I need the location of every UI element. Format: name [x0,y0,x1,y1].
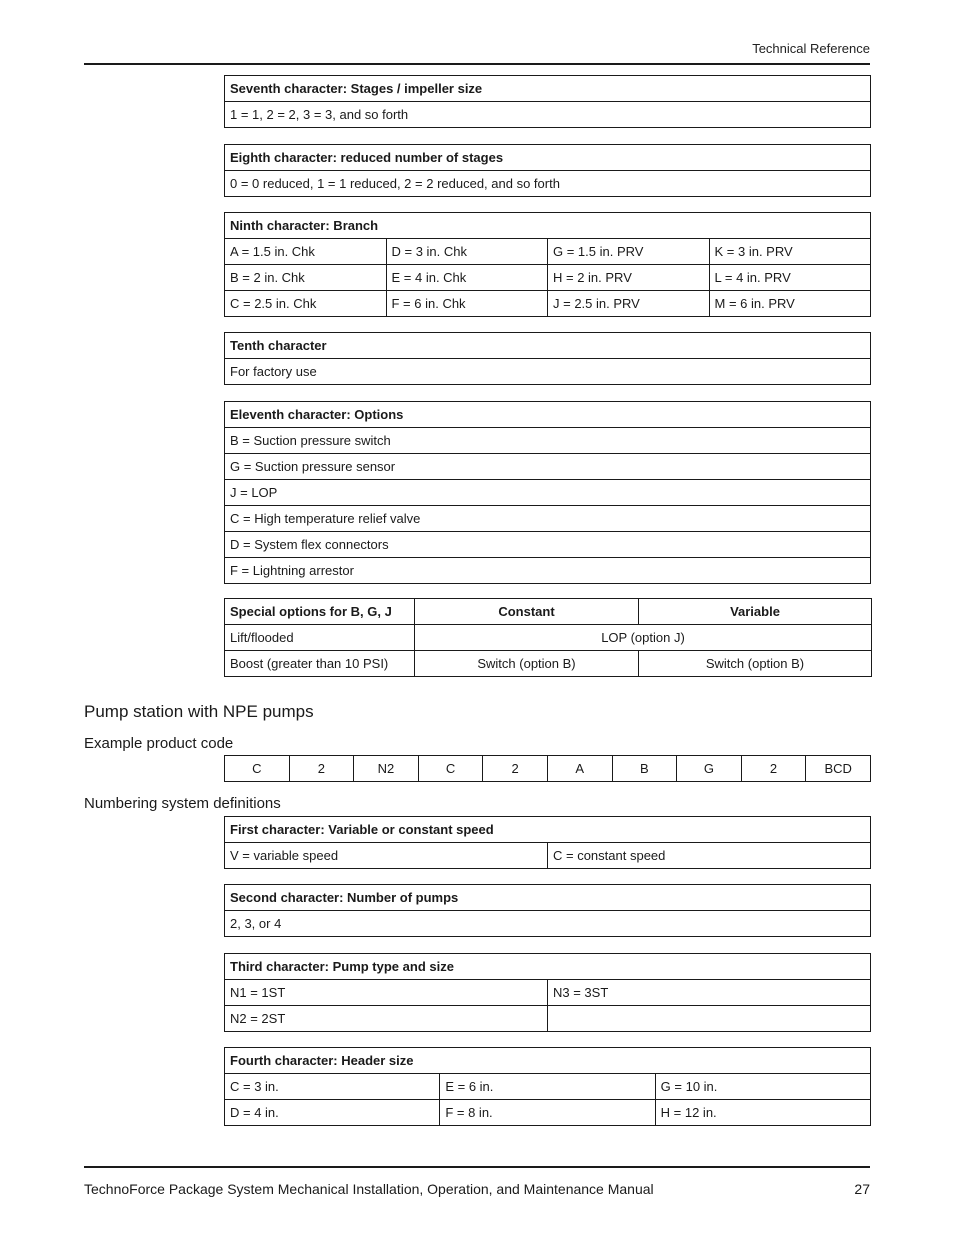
table-title: First character: Variable or constant speed [225,817,871,843]
running-header: Technical Reference [752,41,870,56]
table-cell: N1 = 1ST [225,980,548,1006]
table-title: Third character: Pump type and size [225,954,871,980]
table-seventh-character [224,75,871,128]
table-cell: N3 = 3ST [548,980,871,1006]
table-row [225,843,871,869]
table-cell: F = Lightning arrestor [225,558,871,584]
table-cell: J = 2.5 in. PRV [548,291,710,317]
table-header: Variable [639,599,872,625]
table-special-options [224,598,872,677]
code-cell: 2 [741,756,806,782]
table-row [225,980,871,1006]
table-header: Constant [415,599,639,625]
table-cell: N2 = 2ST [225,1006,548,1032]
code-cell: G [677,756,742,782]
table-third-character [224,953,871,1032]
table-cell: D = System flex connectors [225,532,871,558]
table-cell: D = 4 in. [225,1100,440,1126]
table-first-character [224,816,871,869]
table-cell: C = constant speed [548,843,871,869]
table-row [225,291,871,317]
table-example-code [224,755,871,782]
table-cell: L = 4 in. PRV [709,265,871,291]
table-cell: M = 6 in. PRV [709,291,871,317]
table-eighth-character [224,144,871,197]
table-ninth-character [224,212,871,317]
table-cell: A = 1.5 in. Chk [225,239,387,265]
table-cell: G = 10 in. [655,1074,870,1100]
table-cell [548,1006,871,1032]
table-cell: LOP (option J) [415,625,872,651]
table-fourth-character [224,1047,871,1126]
table-eleventh-character [224,401,871,584]
table-title: Fourth character: Header size [225,1048,871,1074]
table-row [225,756,871,782]
table-cell: J = LOP [225,480,871,506]
code-cell: 2 [289,756,354,782]
table-cell: Switch (option B) [639,651,872,677]
table-cell: C = 2.5 in. Chk [225,291,387,317]
table-cell: V = variable speed [225,843,548,869]
table-header: Special options for B, G, J [225,599,415,625]
table-cell: F = 8 in. [440,1100,655,1126]
table-row [225,625,872,651]
table-cell: C = High temperature relief valve [225,506,871,532]
header-rule [84,63,870,65]
table-second-character [224,884,871,937]
section-title: Pump station with NPE pumps [84,702,314,721]
table-cell: C = 3 in. [225,1074,440,1100]
footer-manual-title: TechnoForce Package System Mechanical Installation, Operation, and Maintenance Manual [84,1181,654,1197]
table-cell: For factory use [225,359,871,385]
table-row [225,265,871,291]
table-cell: Lift/flooded [225,625,415,651]
table-cell: K = 3 in. PRV [709,239,871,265]
table-title: Tenth character [225,333,871,359]
table-row [225,239,871,265]
footer-rule [84,1166,870,1168]
code-cell: C [418,756,483,782]
table-tenth-character [224,332,871,385]
table-cell: 0 = 0 reduced, 1 = 1 reduced, 2 = 2 reduced, and so forth [225,171,871,197]
table-title: Second character: Number of pumps [225,885,871,911]
table-cell: D = 3 in. Chk [386,239,548,265]
table-cell: 1 = 1, 2 = 2, 3 = 3, and so forth [225,102,871,128]
table-cell: G = 1.5 in. PRV [548,239,710,265]
table-cell: F = 6 in. Chk [386,291,548,317]
code-cell: A [547,756,612,782]
table-cell: E = 6 in. [440,1074,655,1100]
table-title: Eleventh character: Options [225,402,871,428]
table-cell: H = 12 in. [655,1100,870,1126]
table-cell: 2, 3, or 4 [225,911,871,937]
table-cell: B = 2 in. Chk [225,265,387,291]
table-cell: Switch (option B) [415,651,639,677]
table-row [225,1100,871,1126]
table-title: Seventh character: Stages / impeller size [225,76,871,102]
code-cell: C [225,756,290,782]
code-cell: B [612,756,677,782]
table-cell: E = 4 in. Chk [386,265,548,291]
example-code-label: Example product code [84,735,234,752]
table-row [225,651,872,677]
code-cell: BCD [806,756,871,782]
table-cell: H = 2 in. PRV [548,265,710,291]
code-cell: N2 [354,756,419,782]
table-title: Ninth character: Branch [225,213,871,239]
table-cell: Boost (greater than 10 PSI) [225,651,415,677]
table-row [225,1006,871,1032]
definitions-label: Numbering system definitions [84,795,281,812]
table-row [225,1074,871,1100]
table-title: Eighth character: reduced number of stages [225,145,871,171]
code-cell: 2 [483,756,548,782]
page-number: 27 [854,1181,870,1197]
table-cell: G = Suction pressure sensor [225,454,871,480]
table-cell: B = Suction pressure switch [225,428,871,454]
